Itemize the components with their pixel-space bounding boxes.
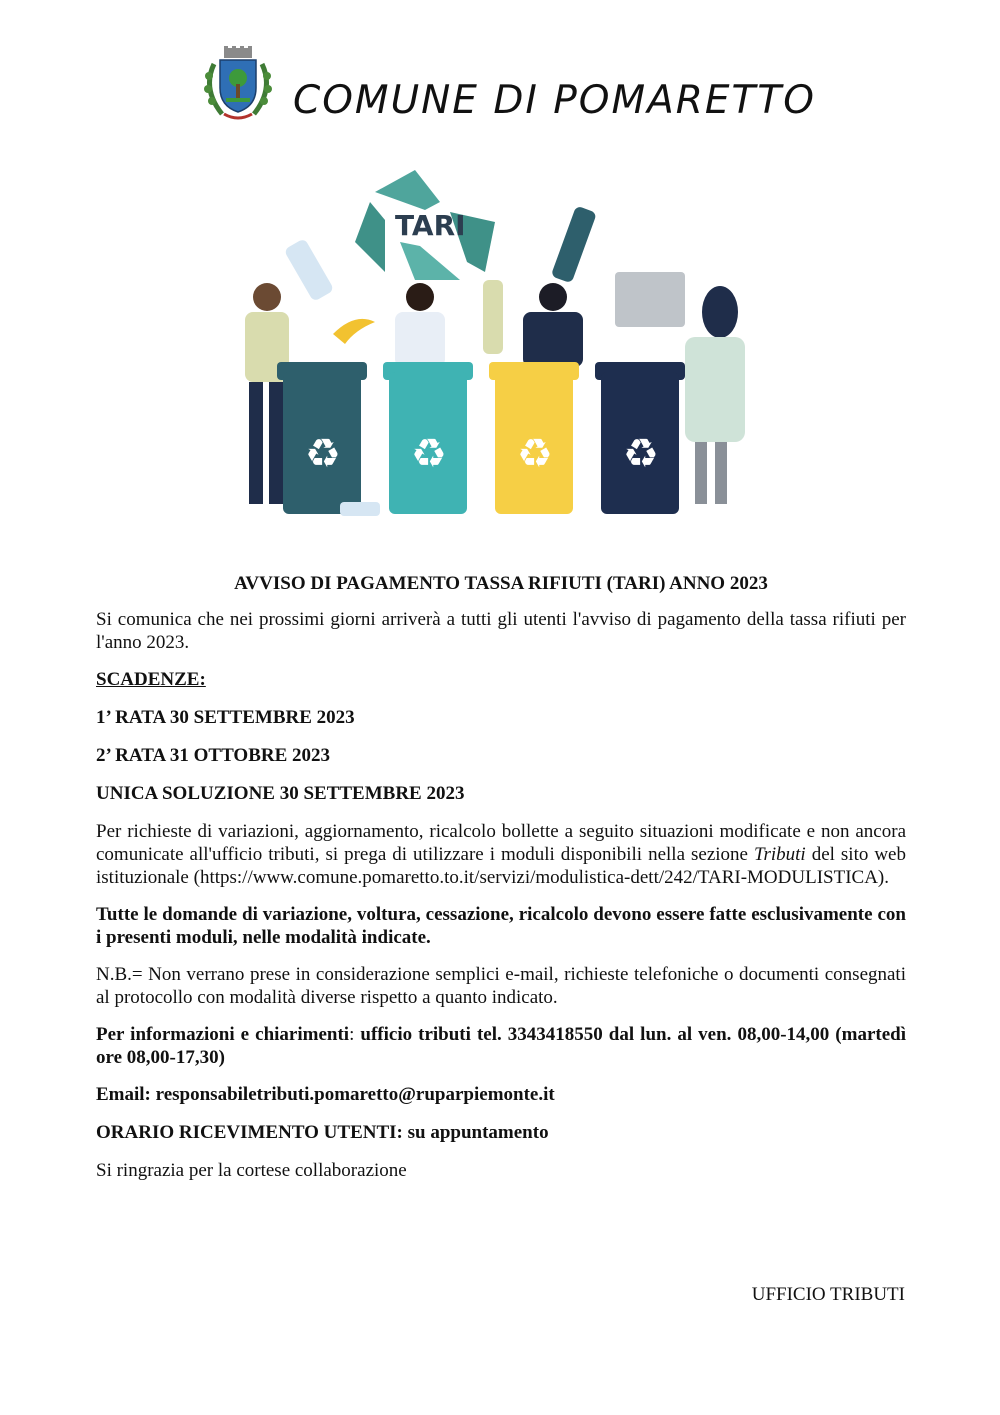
info-paragraph (96, 1023, 906, 1069)
deadlines-label: SCADENZE: (96, 669, 206, 690)
page-title: COMUNE DI POMARETTO (293, 78, 816, 123)
variations-text-end: del sito web istituzionale (https://www.comune.pomaretto.to.it/servizi/modulistica-dett/242/TARI-MODULISTICA). (96, 844, 906, 888)
person-second (395, 283, 445, 367)
tari-badge-text: TARI (395, 209, 466, 242)
deadline-first-installment: 1’ RATA 30 SETTEMBRE 2023 (96, 707, 355, 728)
notice-body (96, 572, 906, 1196)
person-left (245, 283, 289, 504)
svg-text:♻: ♻ (305, 431, 341, 477)
thanks-line: Si ringrazia per la cortese collaborazione (96, 1160, 407, 1181)
bin-navy (595, 362, 685, 514)
variations-text-start: Per richieste di variazioni, aggiornamento, ricalcolo bollette a seguito situazioni modificate e non ancora comunicate all'ufficio tributi, si prega di utilizzare i moduli disponibili nella sezione (96, 821, 906, 865)
municipal-crest-icon (200, 44, 276, 124)
recycling-bins-illustration (205, 162, 780, 530)
header (195, 42, 835, 132)
svg-text:♻: ♻ (517, 431, 553, 477)
info-label: Per informazioni e chiarimenti (96, 1024, 350, 1045)
bin-light-teal (383, 362, 473, 514)
signature: UFFICIO TRIBUTI (751, 1284, 905, 1305)
person-right (685, 286, 745, 504)
nb-paragraph: N.B.= Non verrano prese in considerazione semplici e-mail, richieste telefoniche o documenti consegnati al protocollo con modalità diverse rispetto a quanto indicato. (96, 964, 906, 1008)
deadline-single-payment: UNICA SOLUZIONE 30 SETTEMBRE 2023 (96, 783, 465, 804)
svg-text:♻: ♻ (623, 431, 659, 477)
variations-paragraph (96, 820, 906, 889)
bin-dark-teal (277, 362, 367, 514)
requests-paragraph: Tutte le domande di variazione, voltura, cessazione, ricalcolo devono essere fatte esclusivamente con i presenti moduli, nelle modalità indicate. (96, 904, 906, 948)
tributi-section-name: Tributi (753, 844, 806, 865)
info-text: ufficio tributi tel. 3343418550 dal lun. al ven. 08,00-14,00 (martedì ore 08,00-17,30) (96, 1024, 906, 1068)
email-line: Email: responsabiletributi.pomaretto@ruparpiemonte.it (96, 1084, 555, 1105)
deadline-second-installment: 2’ RATA 31 OTTOBRE 2023 (96, 745, 331, 766)
info-separator: : (349, 1024, 355, 1045)
svg-text:♻: ♻ (411, 431, 447, 477)
bin-yellow (489, 362, 579, 514)
reception-hours: ORARIO RICEVIMENTO UTENTI: su appuntamento (96, 1122, 549, 1143)
notice-heading: AVVISO DI PAGAMENTO TASSA RIFIUTI (TARI) ANNO 2023 (234, 573, 768, 594)
intro-paragraph: Si comunica che nei prossimi giorni arriverà a tutti gli utenti l'avviso di pagamento della tassa rifiuti per l'anno 2023. (96, 609, 906, 653)
person-third (523, 283, 583, 367)
